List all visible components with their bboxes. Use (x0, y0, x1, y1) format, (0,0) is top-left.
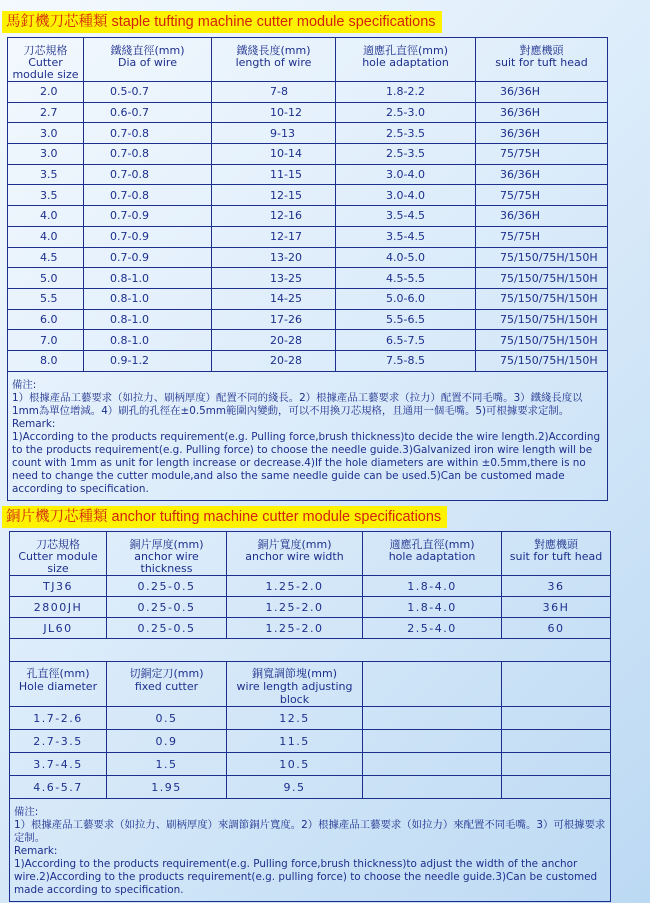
table-cell: 12-17 (212, 226, 336, 247)
table-cell: 36 (502, 576, 611, 597)
header-cell: 切銅定刀(mm) fixed cutter (107, 662, 227, 707)
table-cell: 4.5 (8, 247, 84, 268)
table-row (10, 753, 611, 776)
table-cell: 1.25-2.0 (227, 576, 363, 597)
table-cell: 11-15 (212, 164, 336, 185)
anchor-spec-table (9, 531, 611, 902)
notes-zh: 1）根據產品工藝要求（如拉力、刷柄厚度）來調節銅片寬度。2）根據產品工藝要求（如拉力）來配置不同毛嘴。3）可根據要求定制。 (14, 819, 606, 844)
table-cell: 10-12 (212, 102, 336, 123)
table-cell: 7-8 (212, 82, 336, 103)
table-cell: 0.7-0.8 (84, 185, 212, 206)
remark-label: Remark: (12, 417, 56, 430)
table-cell: 1.7-2.6 (10, 707, 107, 730)
table-cell: 5.0-6.0 (336, 288, 476, 309)
staple-notes-row (8, 371, 608, 500)
header-cell: 孔直徑(mm) Hole diameter (10, 662, 107, 707)
table-row (8, 185, 608, 206)
table-cell: 3.5 (8, 185, 84, 206)
empty-cell (363, 662, 502, 707)
table-cell: 2.5-3.5 (336, 123, 476, 144)
table-cell: 0.7-0.8 (84, 123, 212, 144)
header-cell: 刀芯規格 Cutter module size (8, 38, 84, 82)
table-cell: 4.0-5.0 (336, 247, 476, 268)
table-cell: 12.5 (227, 707, 363, 730)
table-cell: 0.5-0.7 (84, 82, 212, 103)
table-cell: 14-25 (212, 288, 336, 309)
table-cell: 3.5 (8, 164, 84, 185)
table-cell: 4.0 (8, 206, 84, 227)
table-cell: 13-20 (212, 247, 336, 268)
table-row (8, 164, 608, 185)
table-row (8, 268, 608, 289)
header-cell: 刀芯規格 Cutter module size (10, 532, 107, 576)
table-cell: 11.5 (227, 730, 363, 753)
table-row (8, 288, 608, 309)
table-cell: 8.0 (8, 350, 84, 371)
table-cell: 75/150/75H/150H (476, 247, 608, 268)
table-cell: 0.25-0.5 (107, 576, 227, 597)
table-cell: 0.8-1.0 (84, 288, 212, 309)
table-cell: 75/150/75H/150H (476, 350, 608, 371)
table-cell: 3.0-4.0 (336, 185, 476, 206)
table-row (8, 206, 608, 227)
table-cell: 5.5 (8, 288, 84, 309)
table-row (10, 618, 611, 639)
table-cell: 0.7-0.8 (84, 164, 212, 185)
table-cell: 1.95 (107, 776, 227, 799)
table-cell: 36/36H (476, 164, 608, 185)
table-row (10, 730, 611, 753)
table-cell: 2800JH (10, 597, 107, 618)
table-cell: 36H (502, 597, 611, 618)
table-cell: 2.5-3.0 (336, 102, 476, 123)
table-cell: JL60 (10, 618, 107, 639)
remark-label: Remark: (14, 845, 58, 857)
table-cell: 9.5 (227, 776, 363, 799)
table-cell: 36/36H (476, 123, 608, 144)
staple-section-title: 馬釘機刀芯種類 staple tufting machine cutter module specifications (2, 11, 442, 33)
table-cell: 0.6-0.7 (84, 102, 212, 123)
table-cell: 12-15 (212, 185, 336, 206)
anchor-notes (10, 799, 611, 902)
table-cell: 4.5-5.5 (336, 268, 476, 289)
table-row (8, 330, 608, 351)
table-cell: 36/36H (476, 102, 608, 123)
spacer-row (10, 639, 611, 662)
table-row (8, 226, 608, 247)
table-cell: 0.7-0.9 (84, 247, 212, 268)
table-row (8, 82, 608, 103)
anchor-section-title: 銅片機刀芯種類 anchor tufting machine cutter module specifications (2, 506, 447, 528)
staple-notes (8, 371, 608, 500)
table-cell: 5.0 (8, 268, 84, 289)
table-cell: 0.7-0.8 (84, 144, 212, 165)
table-cell: 6.0 (8, 309, 84, 330)
table-cell: 2.7 (8, 102, 84, 123)
table-cell: 75/150/75H/150H (476, 330, 608, 351)
table-cell: 36/36H (476, 82, 608, 103)
table-cell: 0.7-0.9 (84, 226, 212, 247)
table-cell: 3.0 (8, 123, 84, 144)
notes-label: 備注: (12, 378, 37, 391)
table-cell: 0.9-1.2 (84, 350, 212, 371)
anchor-header-row (10, 532, 611, 576)
table-cell: 0.9 (107, 730, 227, 753)
table-cell: 20-28 (212, 330, 336, 351)
header-cell: 對應機頭 suit for tuft head (502, 532, 611, 576)
table-cell: 4.6-5.7 (10, 776, 107, 799)
table-cell: 2.5-4.0 (363, 618, 502, 639)
table-cell: 1.8-4.0 (363, 576, 502, 597)
table-cell: 2.5-3.5 (336, 144, 476, 165)
notes-en: 1)According to the products requirement(e.g. Pulling force,brush thickness)to adjust the width of the anchor wire.2)According to the products requirement(e.g. pulling force) to choose the needle guide.3)Can be customed made according to specification. (14, 858, 598, 896)
empty-cell (502, 662, 611, 707)
header-cell: 銅片寬度(mm) anchor wire width (227, 532, 363, 576)
table-cell: 7.0 (8, 330, 84, 351)
staple-spec-table (7, 37, 608, 501)
table-cell: 3.7-4.5 (10, 753, 107, 776)
table-row (10, 597, 611, 618)
table-cell: 13-25 (212, 268, 336, 289)
table-cell: 75/75H (476, 144, 608, 165)
table-cell: 7.5-8.5 (336, 350, 476, 371)
table-cell: 0.8-1.0 (84, 268, 212, 289)
header-cell: 銅寬調節塊(mm) wire length adjusting block (227, 662, 363, 707)
table-cell: 17-26 (212, 309, 336, 330)
table-cell: 3.0-4.0 (336, 164, 476, 185)
header-cell: 鐵綫直徑(mm) Dia of wire (84, 38, 212, 82)
table-row (8, 123, 608, 144)
table-cell: 10-14 (212, 144, 336, 165)
table-row (10, 707, 611, 730)
table-cell: 3.5-4.5 (336, 226, 476, 247)
table-cell: 0.8-1.0 (84, 330, 212, 351)
notes-en: 1)According to the products requirement(e.g. Pulling force,brush thickness)to decide the wire length.2)According to the products requirement(e.g. Pulling force) to choose the needle guide.3)Galvanized iron wire length will be count with 1mm as unit for length increase or decrease.4)If the hole diameters are within ±0.5mm,there is no need to change the cutter module,and also the same needle guide can be used.5)Can be customed made according to specification. (12, 430, 601, 495)
table-row (8, 247, 608, 268)
table-cell: 75/75H (476, 226, 608, 247)
table-cell: 75/75H (476, 185, 608, 206)
table-cell: 9-13 (212, 123, 336, 144)
table-cell: 0.7-0.9 (84, 206, 212, 227)
header-cell: 銅片厚度(mm) anchor wire thickness (107, 532, 227, 576)
adjust-header-row (10, 662, 611, 707)
table-cell: 75/150/75H/150H (476, 288, 608, 309)
staple-header-row (8, 38, 608, 82)
table-cell: 3.5-4.5 (336, 206, 476, 227)
table-cell: 2.7-3.5 (10, 730, 107, 753)
table-cell: 75/150/75H/150H (476, 309, 608, 330)
table-cell: 5.5-6.5 (336, 309, 476, 330)
table-cell: 6.5-7.5 (336, 330, 476, 351)
table-cell: 0.5 (107, 707, 227, 730)
notes-label: 備注: (14, 806, 39, 818)
table-cell: 0.25-0.5 (107, 618, 227, 639)
table-cell: 1.25-2.0 (227, 618, 363, 639)
table-cell: 1.8-2.2 (336, 82, 476, 103)
table-cell: 1.25-2.0 (227, 597, 363, 618)
notes-zh: 1）根據產品工藝要求（如拉力、刷柄厚度）配置不同的綫長。2）根據產品工藝要求（拉力）配置不同毛嘴。3）鐵綫長度以1mm為單位增減。4）刷孔的孔徑在±0.5mm範圍內變動，可以不用換刀芯規格，且通用一個毛嘴。5)可根據要求定制。 (12, 391, 583, 417)
table-cell: 10.5 (227, 753, 363, 776)
table-cell: 75/150/75H/150H (476, 268, 608, 289)
table-cell: 1.5 (107, 753, 227, 776)
header-cell: 鐵綫長度(mm) length of wire (212, 38, 336, 82)
table-cell: 2.0 (8, 82, 84, 103)
table-row (8, 144, 608, 165)
header-cell: 適應孔直徑(mm) hole adaptation (336, 38, 476, 82)
table-cell: 1.8-4.0 (363, 597, 502, 618)
table-row (8, 309, 608, 330)
header-cell: 對應機頭 suit for tuft head (476, 38, 608, 82)
table-cell: 0.8-1.0 (84, 309, 212, 330)
table-cell: 3.0 (8, 144, 84, 165)
table-row (8, 350, 608, 371)
table-row (10, 776, 611, 799)
table-cell: TJ36 (10, 576, 107, 597)
table-row (8, 102, 608, 123)
table-cell: 20-28 (212, 350, 336, 371)
anchor-notes-row (10, 799, 611, 902)
table-row (10, 576, 611, 597)
table-cell: 0.25-0.5 (107, 597, 227, 618)
table-cell: 60 (502, 618, 611, 639)
table-cell: 36/36H (476, 206, 608, 227)
header-cell: 適應孔直徑(mm) hole adaptation (363, 532, 502, 576)
table-cell: 12-16 (212, 206, 336, 227)
table-cell: 4.0 (8, 226, 84, 247)
